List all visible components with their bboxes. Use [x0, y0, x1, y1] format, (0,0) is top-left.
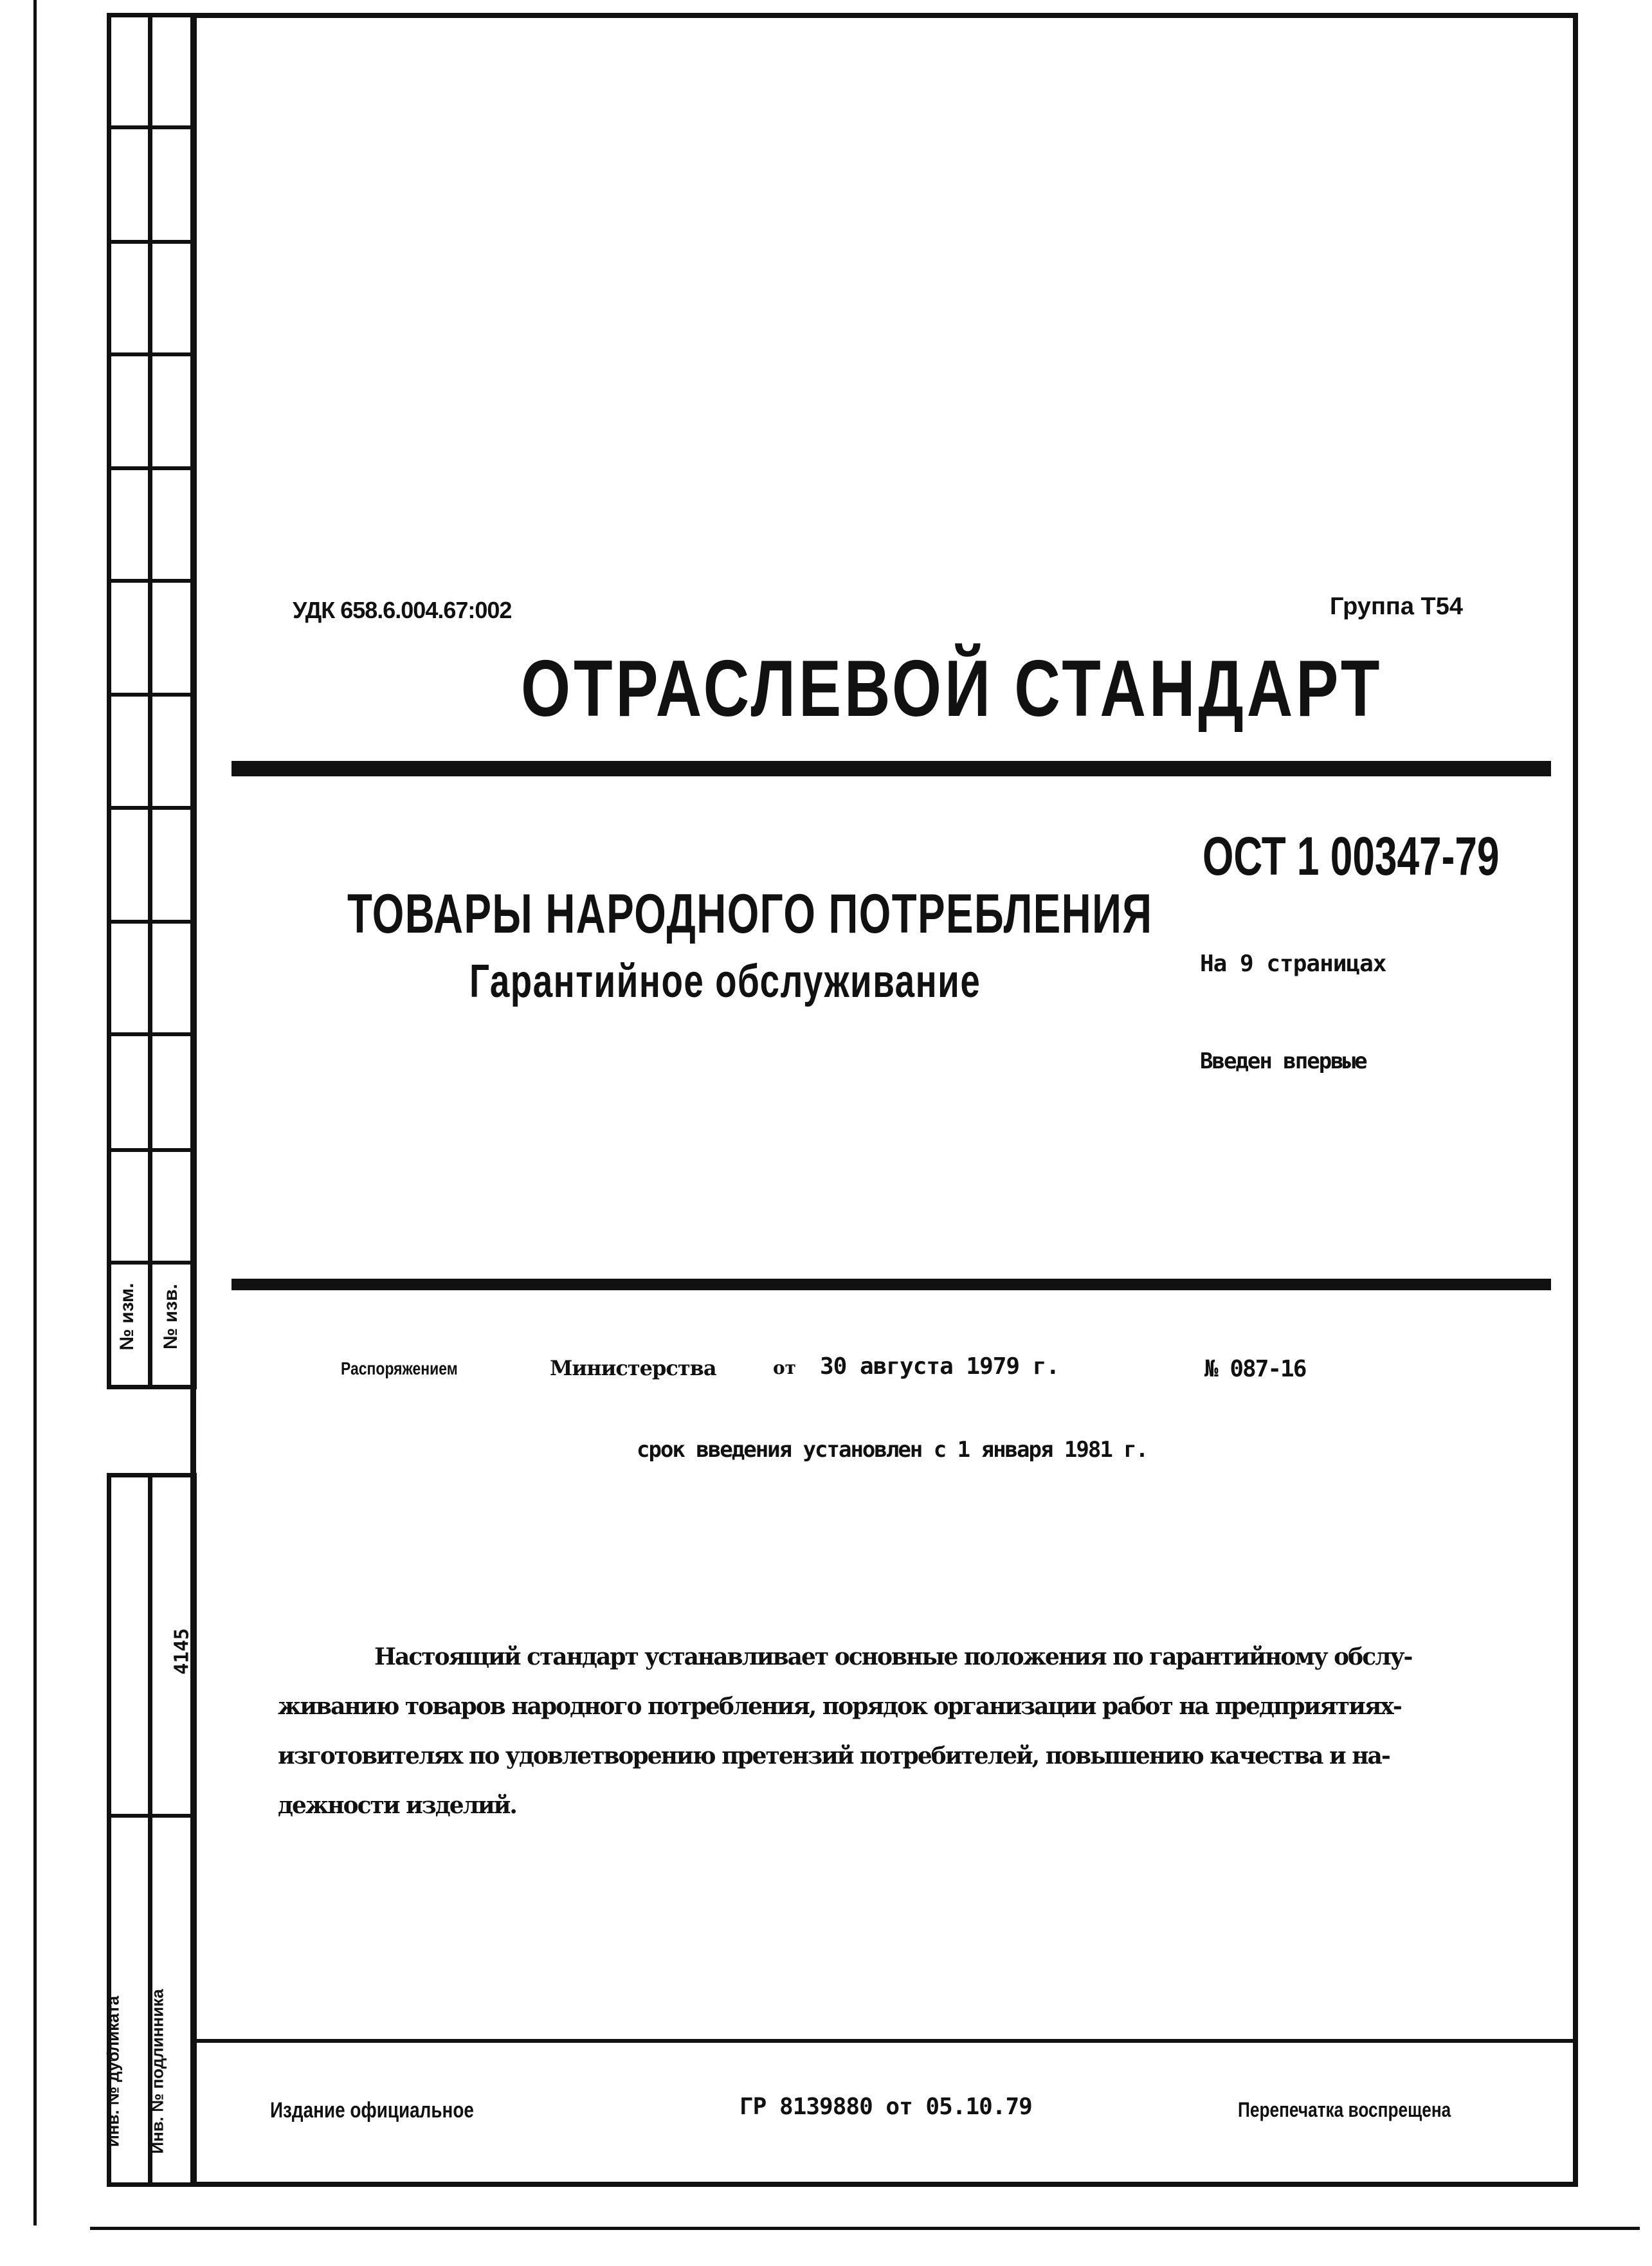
- strip-row-line: [107, 693, 197, 697]
- page-frame: [190, 13, 1578, 2187]
- change-log-divider: [148, 13, 152, 1389]
- change-number-label: № изм.: [116, 1283, 138, 1351]
- title-rule: [231, 761, 1551, 776]
- strip-row-line: [107, 920, 197, 924]
- body-line: изготовителях по удовлетворению претензий потребителей, повышению качества и на-: [278, 1742, 1390, 1769]
- inventory-number: 4145: [170, 1628, 194, 1675]
- footer-rule: [197, 2039, 1573, 2043]
- order-number: № 087-16: [1204, 1356, 1306, 1382]
- body-line: дежности изделий.: [278, 1792, 516, 1819]
- footer-reprint-notice: Перепечатка воспрещена: [1238, 2098, 1451, 2121]
- inventory-row-line: [107, 1814, 197, 1818]
- strip-row-line: [107, 240, 197, 244]
- introduced-note: Введен впервые: [1200, 1048, 1366, 1074]
- page-count: На 9 страницах: [1200, 951, 1386, 977]
- subject-title: ТОВАРЫ НАРОДНОГО ПОТРЕБЛЕНИЯ: [347, 883, 1153, 945]
- order-from: от: [773, 1357, 797, 1378]
- strip-row-line: [107, 125, 197, 129]
- bottom-edge-line: [90, 2227, 1640, 2230]
- standard-number: ОСТ 1 00347-79: [1203, 826, 1500, 886]
- footer-edition: Издание официальное: [270, 2098, 474, 2123]
- effective-date: срок введения установлен с 1 января 1981 г.: [637, 1437, 1148, 1463]
- strip-row-line: [107, 1032, 197, 1036]
- notice-number-label: № изв.: [160, 1284, 181, 1349]
- strip-row-line: [107, 1261, 197, 1265]
- subject-subtitle: Гарантийное обслуживание: [469, 956, 981, 1007]
- footer-registration: ГР 8139880 от 05.10.79: [740, 2094, 1032, 2120]
- binding-edge-line: [33, 0, 37, 2225]
- strip-row-line: [107, 806, 197, 810]
- udc-code: УДК 658.6.004.67:002: [293, 597, 512, 623]
- strip-row-line: [107, 352, 197, 356]
- group-label: Группа Т54: [1330, 593, 1464, 620]
- order-ministry: Министерства: [550, 1356, 716, 1380]
- strip-row-line: [107, 466, 197, 470]
- section-rule: [231, 1279, 1551, 1290]
- order-by: Распоряжением: [341, 1358, 458, 1378]
- body-line: Настоящий стандарт устанавливает основные положения по гарантийному обслу-: [374, 1643, 1412, 1670]
- page-title: ОТРАСЛЕВОЙ СТАНДАРТ: [521, 644, 1383, 733]
- duplicate-inventory-label: Инв. № дубликата: [103, 1996, 123, 2147]
- body-line: живанию товаров народного потребления, порядок организации работ на предприятиях-: [278, 1693, 1401, 1720]
- original-inventory-label: Инв. № подлинника: [147, 1989, 167, 2154]
- order-date: 30 августа 1979 г.: [820, 1353, 1060, 1380]
- strip-row-line: [107, 579, 197, 583]
- strip-row-line: [107, 1148, 197, 1152]
